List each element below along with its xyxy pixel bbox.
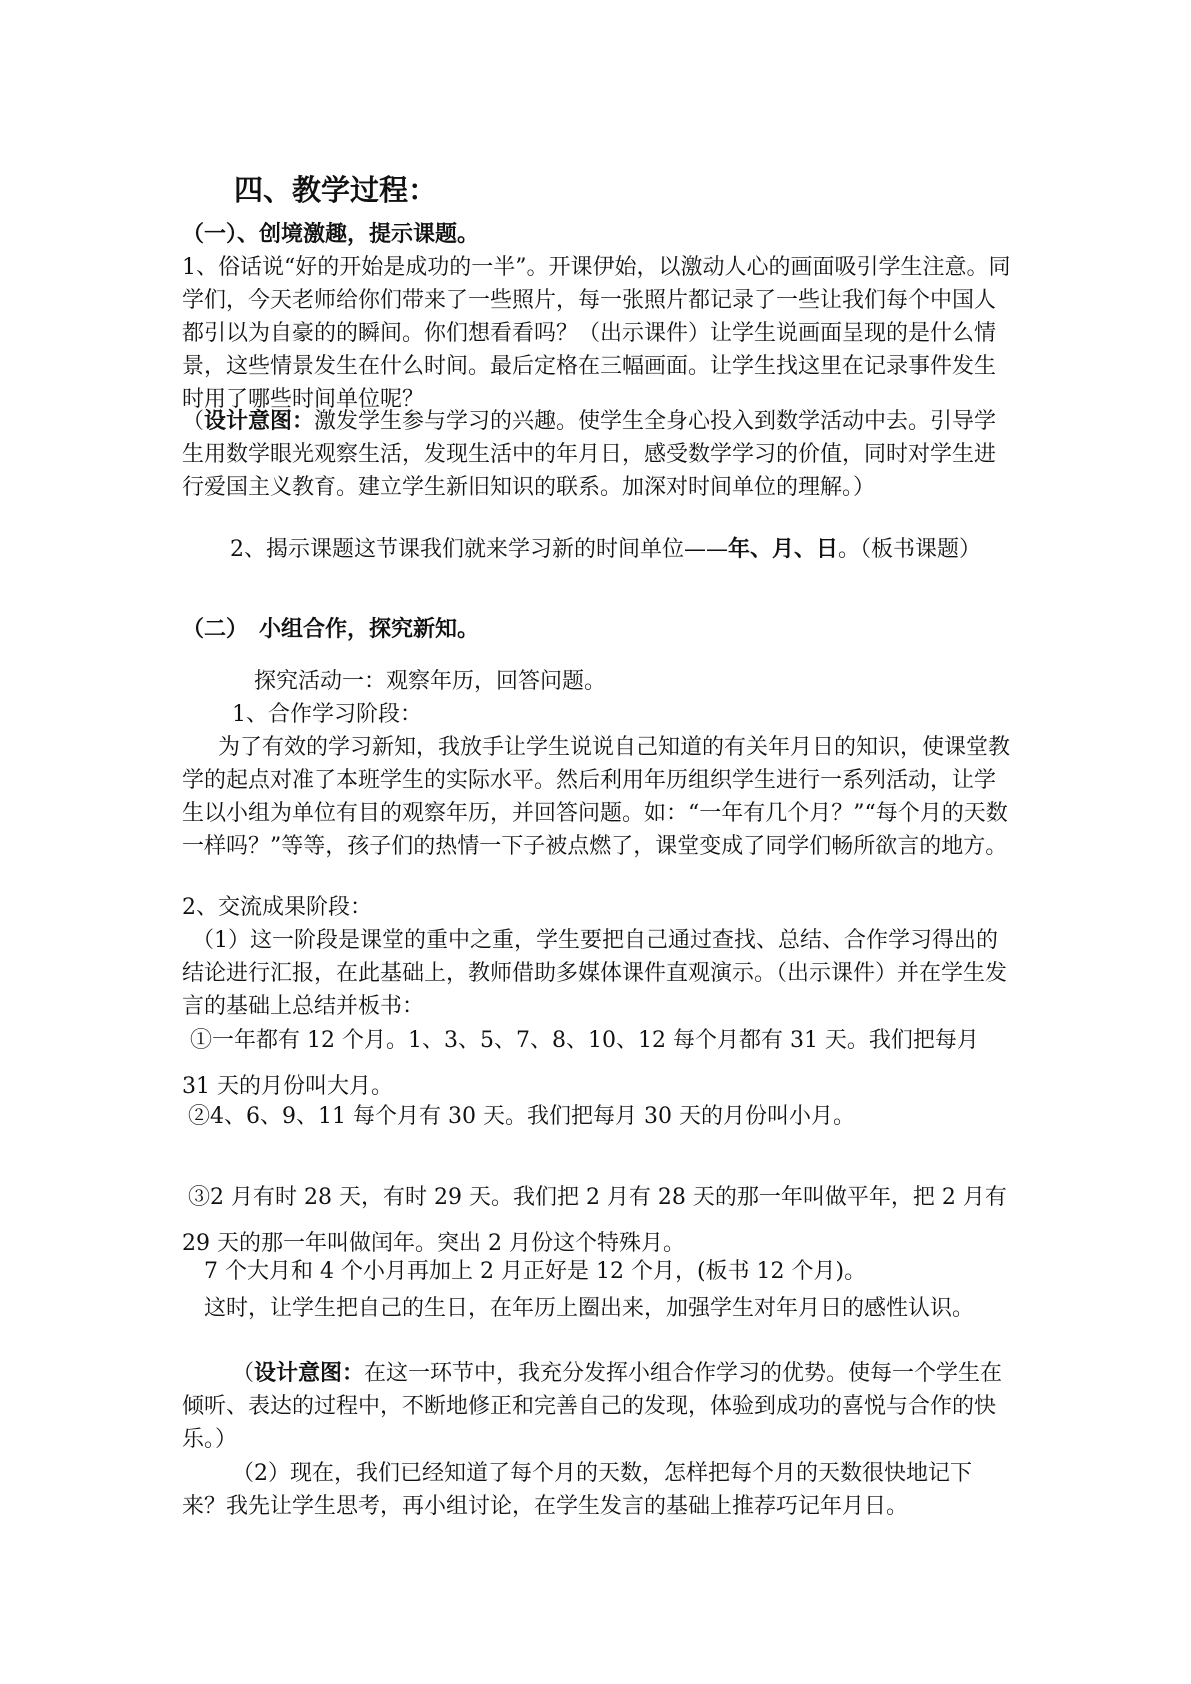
page-title: 四、教学过程： xyxy=(234,173,438,207)
section1-design-intent xyxy=(182,405,1012,504)
stage2-title: 2、交流成果阶段： xyxy=(182,895,372,920)
design-intent-text: 在这一环节中，我充分发挥小组合作学习的优势。使每一个学生在倾听、表达的过程中，不断地修正和完善自己的发现，体验到成功的喜悦与合作的快乐。） xyxy=(182,1361,1003,1452)
design-intent-label: 设计意图： xyxy=(254,1360,365,1386)
twelve-months-summary: 7 个大月和 4 个小月再加上 2 月正好是 12 个月，(板书 12 个月)。 xyxy=(204,1259,867,1284)
topic-bold: 年、月、日 xyxy=(728,536,839,562)
design-intent-open: （ xyxy=(232,1361,255,1386)
summary-item-2: ②4、6、9、11 每个月有 30 天。我们把每月 30 天的月份叫小月。 xyxy=(188,1104,855,1129)
stage1-text: 为了有效的学习新知，我放手让学生说说自己知道的有关年月日的知识，使课堂教学的起点对准了本班学生的实际水平。然后利用年历组织学生进行一系列活动，让学生以小组为单位有目的观察年历，并回答问题。如：“一年有几个月？”“每个月的天数一样吗？”等等，孩子们的热情一下子被点燃了，课堂变成了同学们畅所欲言的地方。 xyxy=(182,735,1011,859)
design-intent-label: 设计意图： xyxy=(204,408,315,434)
stage2-text: （1）这一阶段是课堂的重中之重，学生要把自己通过查找、总结、合作学习得出的结论进行汇报，在此基础上，教师借助多媒体课件直观演示。（出示课件）并在学生发言的基础上总结并板书： xyxy=(182,928,1008,1019)
activity-title: 探究活动一：观察年历，回答问题。 xyxy=(254,669,607,694)
topic-reveal-tail: 。（板书课题） xyxy=(838,537,982,562)
summary-item-1: ①一年都有 12 个月。1、3、5、7、8、10、12 每个月都有 31 天。我们把每月 31 天的月份叫大月。 xyxy=(182,1028,979,1099)
design-intent-text: 激发学生参与学习的兴趣。使学生全身心投入到数学活动中去。引导学生用数学眼光观察生活，发现生活中的年月日，感受数学学习的价值，同时对学生进行爱国主义教育。建立学生新旧知识的联系。加深对时间单位的理解。） xyxy=(182,409,997,500)
summary-item-3: ③2 月有时 28 天，有时 29 天。我们把 2 月有 28 天的那一年叫做平年，把 2 月有 29 天的那一年叫做闰年。突出 2 月份这个特殊月。 xyxy=(182,1185,1007,1256)
section2-paragraph-2: （2）现在，我们已经知道了每个月的天数，怎样把每个月的天数很快地记下来？我先让学生思考，再小组讨论，在学生发言的基础上推荐巧记年月日。 xyxy=(182,1461,972,1519)
section2-heading: （二） 小组合作，探究新知。 xyxy=(182,616,480,642)
section1-paragraph-2 xyxy=(182,533,1012,566)
section1-heading: （一）、创境激趣，提示课题。 xyxy=(182,221,480,247)
stage1-title: 1、合作学习阶段： xyxy=(232,702,422,727)
section2-design-intent xyxy=(182,1357,1012,1456)
birthday-activity: 这时，让学生把自己的生日，在年历上圈出来，加强学生对年月日的感性认识。 xyxy=(204,1296,975,1321)
design-intent-open: （ xyxy=(182,409,205,434)
topic-reveal-text: 2、揭示课题这节课我们就来学习新的时间单位—— xyxy=(230,537,728,562)
section1-paragraph-1: 1、俗话说“好的开始是成功的一半”。开课伊始，以激动人心的画面吸引学生注意。同学们，今天老师给你们带来了一些照片，每一张照片都记录了一些让我们每个中国人都引以为自豪的的瞬间。你们想看看吗？（出示课件）让学生说画面呈现的是什么情景，这些情景发生在什么时间。最后定格在三幅画面。让学生找这里在记录事件发生时用了哪些时间单位呢？ xyxy=(182,255,1011,412)
